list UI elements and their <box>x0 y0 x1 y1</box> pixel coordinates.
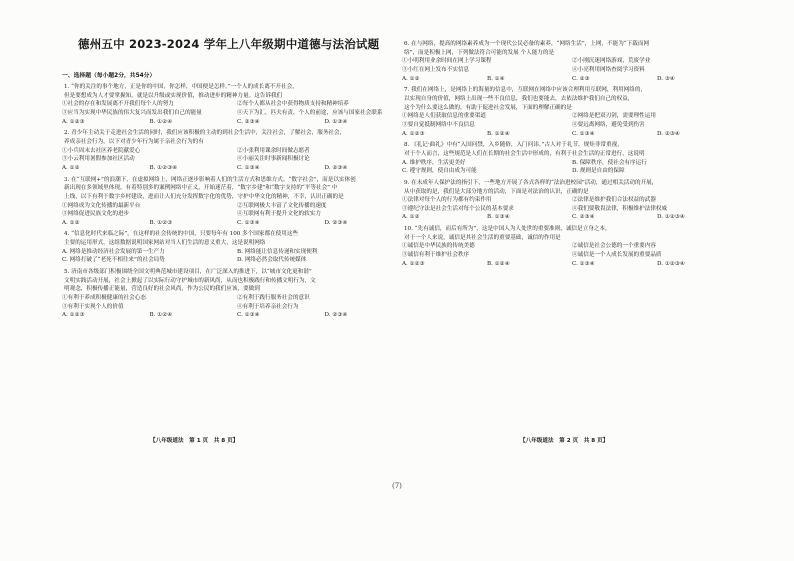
left-question-list <box>62 83 412 320</box>
question-text: 7. 我们在网络上，是网络上的海量的信息中，互联网在网络中应该合理利用互联网，利用网络的， <box>404 87 647 94</box>
question-block <box>62 268 412 320</box>
option-item: D. 网络必然会取代传统媒体 <box>237 257 307 264</box>
option-item: ④要远离网络，避免受到伤害 <box>572 121 645 128</box>
option-item: ①网络是人们获取信息的重要渠道 <box>402 113 486 120</box>
answer-choice: D. ②③④ <box>324 312 348 319</box>
option-item: ④互联网有利于提升文化的软实力 <box>237 211 321 218</box>
question-text: 1. “你的关注的事个地方，正是你的中国，你怎样，中国便是怎样。”一个人的成长离不开社会， <box>64 83 298 90</box>
choice-row <box>402 260 742 269</box>
question-block <box>402 86 742 138</box>
option-item: ④小亮利用网络查阅学习资料 <box>572 66 645 73</box>
option-item: ④有利于培养亲社会行为 <box>237 303 299 310</box>
choice-row <box>62 164 412 173</box>
option-item: ③应当为实现中华民族的伟大复兴而发出我们自己的能量 <box>62 109 202 116</box>
option-item: ②法律是维护我们合法权益的武器 <box>572 197 656 204</box>
choice-row <box>402 130 742 139</box>
question-text: 2. 青少年主动关于走进社会生活的同时，我们应该积极的主动的到社会生活中，关注社会，了解社会，服务社会， <box>64 130 346 137</box>
option-item: ②小刚沉迷网络游戏，荒废学业 <box>572 58 651 65</box>
options-grid <box>402 196 742 213</box>
option-item: ②有利于践行服务社会的意识 <box>237 295 310 302</box>
answer-choice: A. ①② <box>402 214 420 221</box>
answer-choice: D. ①③④ <box>324 118 348 125</box>
option-item: ④小丽关注时事新闻积极讨论 <box>237 156 310 163</box>
option-item: ②网络是把双刃剑，需要理性运用 <box>572 113 656 120</box>
option-item: ①网络成为文化传播的最新平台 <box>62 202 141 209</box>
question-text: 这个为什么要这么做的，有助于促进社会发展，下面的理解正确的是 <box>404 104 572 111</box>
options-grid <box>62 100 412 117</box>
question-text: 5. 济南市各级部门积极围绕全国文明典范城市建设项目，在广泛深入的推进下，以“城市文化更和谐” <box>64 269 312 276</box>
question-text: 以实现自身的价值，网络上出现一些不良信息，我们也要能去，去依法维护我们自己的权益， <box>404 95 634 102</box>
answer-choice: B. ①②④ <box>149 118 173 125</box>
answer-choice: D. ③④ <box>657 75 675 82</box>
option-item: ③要自觉抵制网络中不良信息 <box>402 121 475 128</box>
question-block <box>62 230 412 265</box>
question-block <box>402 141 742 176</box>
answer-choice: C. ①③④ <box>237 312 260 319</box>
option-item: ②诚信是社会公德的一个重要内容 <box>572 243 656 250</box>
answer-choice: B. ①②③ <box>149 219 173 226</box>
question-text: 对于一个人来说，诚信是其社会生活的重要基础，诚信的作用是 <box>404 234 561 241</box>
exam-title: 德州五中 2023-2024 学年上八年级期中道德与法治试题 <box>78 37 380 51</box>
answer-choice: C. ①③④ <box>572 260 595 267</box>
options-grid <box>402 242 742 259</box>
answer-choice: B. ①④ <box>487 75 505 82</box>
option-item: ①有利于养成积极健康的社会心态 <box>62 295 146 302</box>
option-item: ①社会的存在和发展离不开我们每个人的努力 <box>62 101 174 108</box>
question-text: 上线，以下有利于数字乡村建设，进而让人们充分发挥数字化的优势，守护中华文化的精神，不幸，认识正确的是 <box>64 193 344 200</box>
option-item: ①法律对每个人的行为都有约束作用 <box>402 197 492 204</box>
answer-choice: C. ①③④ <box>237 164 260 171</box>
answer-choice: A. ①② <box>62 164 80 171</box>
option-item: C. 遵守规则，使自由成为可能 <box>402 168 477 175</box>
question-text: 3. 在“互联网+”的浪潮下，在虚拟网络上，网络正逐步影响着人们的生活方式和思维方式。“数字社会”，而是以实体创 <box>64 176 356 183</box>
option-item: C. 网络打破了“老死不相往来”的社会局势 <box>62 257 165 264</box>
answer-choice: B. ①②③④ <box>149 164 178 171</box>
footer-left: 【八年级道法 第 1 页 共 8 页】 <box>150 438 239 444</box>
question-text: 新出现在多领域里体现，有着特别多的案例网络中正义，开始迷茫着，“数字乡建”和“数字支持的“平等社会” 中 <box>64 185 338 192</box>
answer-choice: B. ①②④ <box>487 260 510 267</box>
choice-row <box>402 75 742 84</box>
question-text: 养成亲社会行为，以下对青少年行为属于亲社会行为的有 <box>64 138 204 145</box>
option-item: ③有利于实现个人的价值 <box>62 303 124 310</box>
answer-choice: D. ①②③④ <box>657 260 685 267</box>
options-grid <box>62 294 412 311</box>
option-item: A. 维护秩序，生活更美好 <box>402 159 466 166</box>
question-block <box>402 225 742 268</box>
question-text: 络”，而是积极上网，下列做法符合可能的发展 个人能力的是 <box>404 49 555 56</box>
center-mark: (7) <box>392 482 402 490</box>
answer-choice: C. ②③④ <box>572 214 595 221</box>
answer-choice: B. ①②④ <box>487 130 510 137</box>
options-grid <box>62 202 412 219</box>
question-block <box>402 40 742 83</box>
question-block <box>62 176 412 228</box>
option-item: ④天下为汇，匹夫有责，个人的前途，应该与国家社会联系 <box>237 109 383 116</box>
question-text: 明观念，积极传播正能量，营造良好的社会风尚，作为公民的我们应该，要做到 <box>64 286 260 293</box>
option-item: ③诚信有利于维护社会秩序 <box>402 252 470 259</box>
question-text: 主要的运用形式，这组数据说明国家网站对当人们生活的意义重大，这是说明网络 <box>64 240 266 247</box>
options-grid <box>62 147 412 164</box>
option-item: ①小兵周末去社区养老院献爱心 <box>62 147 141 154</box>
option-item: ②小张利用课余时间做志愿者 <box>237 147 310 154</box>
question-block <box>62 83 412 126</box>
option-item: ①诚信是中华民族的传统美德 <box>402 243 475 250</box>
left-column <box>62 34 412 323</box>
options-grid <box>402 159 742 176</box>
answer-choice: C. ①③④ <box>237 219 260 226</box>
option-item: ④诚信是一个人成长发展的重要品质 <box>572 252 662 259</box>
answer-choice: B. ①③④ <box>487 214 510 221</box>
option-item: ④我们要敬畏法律，积极维护法律权威 <box>572 205 668 212</box>
answer-choice: C. ②③ <box>572 75 590 82</box>
question-block <box>62 129 412 172</box>
answer-choice: A. ①②③ <box>402 130 425 137</box>
option-item: ③网络促进民族文化的进步 <box>62 211 130 218</box>
choice-row <box>62 118 412 127</box>
question-text: 从中获取的是，我们是大部分地方的活动，下面是对法治的认识，正确的是 <box>404 188 589 195</box>
answer-choice: D. ②③④ <box>324 164 348 171</box>
answer-choice: A. ①②③ <box>402 260 425 267</box>
option-item: ②互联网极大丰富了文化传播的速度 <box>237 202 327 209</box>
question-text: 对于个人而言，这些规范是人们在长期的社会生活中形成的，有利于社会生活的正常进行，这说明 <box>404 150 645 157</box>
answer-choice: A. ①② <box>62 219 80 226</box>
question-text: 4. “信息化时代来临之际”，在这样的社会传统的中国，只要每年有 100 多个国家都在使用这些 <box>64 231 299 238</box>
answer-choice: C. ②③④ <box>237 118 260 125</box>
option-item: ③小红在网上发布不实信息 <box>402 66 470 73</box>
answer-choice: A. ①②③ <box>62 118 85 125</box>
answer-choice: C. ①③④ <box>572 130 595 137</box>
choice-row <box>402 213 742 222</box>
answer-choice: A. ①② <box>402 75 420 82</box>
answer-choice: D. ②③④ <box>324 219 348 226</box>
options-grid <box>402 57 742 74</box>
options-grid <box>62 248 412 265</box>
footer-right: 【八年级道法 第 2 页 共 8 页】 <box>520 438 609 444</box>
option-item: B. 保障秩序，使社会有序运行 <box>572 159 647 166</box>
option-item: ③小云利用暑假参加社区活动 <box>62 156 135 163</box>
choice-row <box>62 311 412 320</box>
question-text: 8. 《礼记·曲礼》中有“入国问禁，入乡随俗，入门问讳。”古人对于礼节、规矩非常重视， <box>404 142 623 149</box>
question-text: 10. “先有诚信，而后有所为”，这是中国人为人处世的重要准则，诚信是立身之本， <box>404 226 611 233</box>
answer-choice: D. ②③④ <box>657 130 680 137</box>
option-item: A. 网络是推动经济社会发展的第一生产力 <box>62 248 165 255</box>
option-item: ①小明利用业余时间在网上学习课程 <box>402 58 492 65</box>
option-item: ②每个人都从社会中获得物质支持和精神培养 <box>237 101 349 108</box>
right-column <box>402 40 742 271</box>
option-item: B. 网络能让信息传递和实现便利 <box>237 248 318 255</box>
option-item: D. 规则是自由的保障 <box>572 168 625 175</box>
question-text: 9. 在未成年人保护法的指引下，一些地方开展了各式各样的“法治进校园”活动，通过相关活动的开展， <box>404 179 658 186</box>
answer-choice: A. ①②③ <box>62 312 85 319</box>
question-text: 但是要想成为人才要掌握知，就是以升级或实现价值，推动进步的精神力量。这告诉我们 <box>64 92 283 99</box>
choice-row <box>62 219 412 228</box>
section-heading: 一、选择题（每小题2分，共54分） <box>62 73 156 79</box>
options-grid <box>402 112 742 129</box>
question-text: 6. 在与网络，提高的网络素养成为一个现代公民必备的素养，“网络生活”，上网，不能为“下载而网 <box>404 41 650 47</box>
answer-choice: D. ①②③④ <box>657 214 685 221</box>
question-block <box>402 179 742 222</box>
right-question-list <box>402 40 742 268</box>
question-text: 文明实践活动开展，社会上掀起了以实际行动守护城市的新风尚，从而也积极践行和传播文明行为，文 <box>64 277 316 284</box>
answer-choice: B. ①②④ <box>149 312 173 319</box>
option-item: ③遵纪守法是社会生活对每个公民的基本要求 <box>402 205 514 212</box>
